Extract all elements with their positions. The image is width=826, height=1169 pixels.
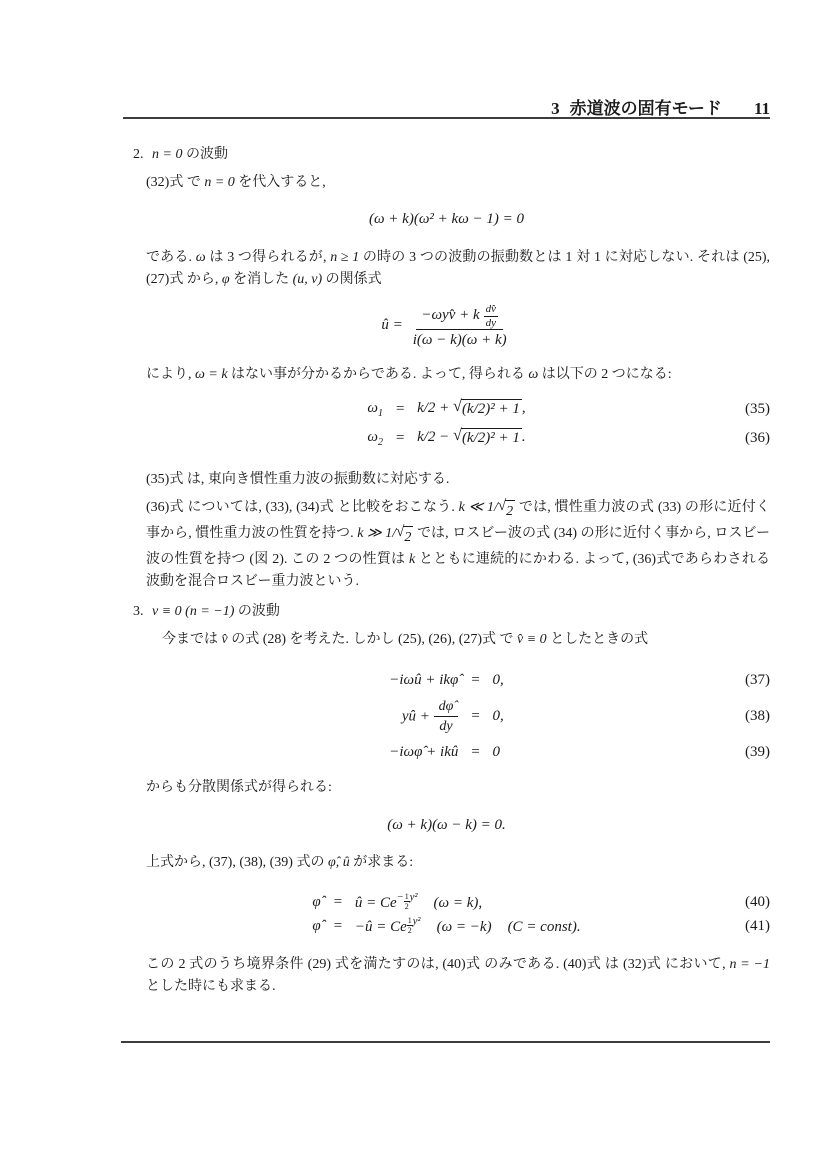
text-run: (32)式 で: [146, 175, 205, 190]
equation-number-36: (36): [745, 429, 770, 446]
exponent-numerator: 1: [404, 892, 409, 901]
math-run: φ̂, û: [327, 855, 350, 870]
inner-denominator: dy: [485, 316, 497, 329]
paragraph-boundary-condition: [146, 954, 770, 998]
exponent-sign: −: [396, 892, 404, 903]
text-run: の波動: [234, 604, 280, 619]
equation-text: (ω + k)(ω² + kω − 1) = 0: [368, 211, 525, 227]
item-2-heading: [133, 144, 770, 166]
rhs-punct: ,: [521, 400, 526, 417]
text-run: はない事が分かるからである. よって, 得られる: [227, 367, 529, 382]
item-2-number: 2.: [133, 147, 144, 162]
eq41-lhs: φ̂: [312, 917, 321, 934]
eq38-lhs: [402, 698, 459, 736]
text-run: は以下の 2 つになる:: [538, 367, 672, 382]
paragraph-substitute-n0: [146, 172, 770, 194]
text-run: の式 (28) を考えた. しかし (25), (26), (27)式 で: [227, 632, 518, 647]
math-run: n = −1: [729, 957, 770, 972]
equation-dispersion-n0: [123, 210, 770, 230]
paragraph-omega-two: [146, 364, 770, 386]
math-run: (u, v): [292, 272, 323, 287]
exponent: [396, 892, 418, 912]
rhs-text: −û = Ce: [354, 918, 407, 935]
rhs-text: k/2 +: [417, 400, 454, 417]
equation-number-41: (41): [745, 917, 770, 934]
math-run: [396, 526, 413, 549]
numerator-text: −ωyv̂ + k: [421, 306, 480, 323]
subscript: 1: [377, 408, 383, 419]
math-run: n = 0: [152, 147, 183, 162]
text-column: [123, 0, 770, 1169]
exponent-variable: y²: [412, 915, 421, 927]
text-run: からも分散関係式が得られる:: [146, 780, 332, 795]
eq35-lhs: [367, 399, 383, 420]
eq39-rhs: 0: [492, 743, 500, 760]
text-run: とした時にも求まる.: [146, 979, 276, 994]
radicand: (k/2)² + 1: [461, 428, 522, 449]
eq37-lhs: −iωû + ikφ̂: [389, 672, 459, 688]
radical-sign: √: [453, 426, 462, 445]
text-run: により,: [146, 367, 195, 382]
math-run: v̂ ≡ 0: [517, 632, 547, 647]
radical-sign: √: [396, 524, 405, 541]
equation-u-relation: [123, 302, 770, 350]
equation-number-38: (38): [745, 707, 770, 724]
math-run: k ≫ 1/: [357, 526, 397, 541]
equation-dispersion-v0: [123, 816, 770, 836]
eq38-relation: =: [470, 707, 481, 724]
text-run: を代入すると,: [234, 175, 326, 190]
paragraph-three-roots: [146, 247, 770, 291]
text-run: (36)式 については, (33), (34)式 と比較をおこなう.: [146, 500, 459, 515]
math-run: v̂: [221, 632, 228, 647]
rhs-text: û = Ce: [354, 895, 397, 911]
lhs-text: yû +: [401, 707, 434, 724]
condition-2: (C = const).: [507, 918, 581, 935]
text-run: この 2 式のうち境界条件 (29) 式を満たすのは, (40)式 のみである. (40)式 は (32)式 において,: [146, 957, 730, 972]
eq40-lhs: φ̂: [312, 894, 321, 910]
math-run: φ: [221, 272, 230, 287]
header-page-number: 11: [753, 99, 770, 118]
equation-number-40: (40): [745, 894, 770, 910]
item-3-heading: [133, 601, 770, 623]
radicand: 2: [505, 500, 515, 523]
header-section-number: 3: [551, 99, 560, 118]
eqnarray-omega-roots: [123, 399, 770, 449]
exponent-denominator: 2: [407, 925, 412, 935]
equation-number-35: (35): [745, 400, 770, 417]
footer-rule: [121, 1041, 770, 1043]
eq41-relation: =: [332, 917, 343, 934]
eq37-rhs: 0,: [492, 672, 504, 688]
eq36-rhs: [417, 428, 526, 449]
math-run: ω: [528, 367, 539, 382]
rhs-punct: .: [521, 429, 526, 446]
math-run: k: [409, 552, 416, 567]
exponent-variable: y²: [409, 892, 418, 903]
eqnarray-kelvin-solutions: [123, 892, 770, 937]
text-run: の時の 3 つの波動の振動数とは 1 対 1 に対応しない. それは (25), (27)式 から,: [146, 250, 771, 287]
eq38-rhs: 0,: [492, 707, 504, 724]
text-run: を消した: [229, 272, 293, 287]
fraction: [434, 698, 459, 736]
math-run: ω: [195, 250, 206, 265]
eq35-rhs: [417, 399, 526, 420]
radicand: 2: [403, 526, 413, 549]
radicand: (k/2)² + 1: [461, 399, 522, 420]
text-run: の波動: [182, 147, 228, 162]
equation-number-37: (37): [745, 672, 770, 688]
radical: [453, 399, 522, 420]
radical-sign: √: [453, 397, 462, 416]
equation-lhs: û =: [381, 317, 403, 334]
eq40-relation: =: [332, 894, 343, 910]
eq39-relation: =: [470, 743, 481, 760]
exponent-denominator: 2: [404, 902, 409, 912]
text-run: 上式から, (37), (38), (39) 式の: [146, 855, 328, 870]
inner-fraction: [484, 303, 498, 329]
text-run: である.: [146, 250, 196, 265]
text-run: は 3 つ得られるが,: [205, 250, 331, 265]
fraction: [408, 302, 512, 350]
rhs-text: k/2 −: [417, 429, 454, 446]
eq40-rhs: [355, 892, 482, 914]
paragraph-v-zero: [146, 629, 770, 651]
item-3-number: 3.: [133, 604, 144, 619]
text-run: では, 慣性重力波の式 (33) の形に近付く事から, 慣性重力波の性質を持つ.: [146, 500, 770, 541]
eq39-lhs: −iωφ̂ + ikû: [389, 743, 459, 760]
equation-text: (ω + k)(ω − k) = 0.: [387, 817, 506, 833]
eq37-relation: =: [470, 672, 481, 688]
omega-symbol: ω: [367, 400, 378, 416]
text-run: としたときの式: [546, 632, 649, 647]
text-run: の関係式: [322, 272, 382, 287]
eqnarray-v-zero-system: [123, 671, 770, 762]
item-3-title: [152, 604, 280, 619]
text-run: が求まる:: [349, 855, 414, 870]
eq35-relation: =: [394, 400, 406, 417]
paragraph-eq35-note: [146, 469, 770, 491]
header-section-title: 赤道波の固有モード: [569, 99, 722, 118]
math-run: v ≡ 0 (n = −1): [152, 604, 235, 619]
text-run: 今までは: [162, 632, 222, 647]
radical-sign: √: [497, 498, 507, 515]
condition: (ω = k),: [433, 895, 483, 911]
eq36-relation: =: [394, 429, 406, 446]
math-run: [498, 500, 515, 523]
math-run: n = 0: [204, 175, 235, 190]
math-run: k ≪ 1/: [458, 500, 498, 515]
denominator: dy: [439, 719, 453, 734]
text-run: では, ロスビー波の式 (34) の形に近付く事から, ロスビー波の性質を持つ (図 2). この 2 つの性質は: [146, 526, 771, 567]
subscript: 2: [377, 437, 383, 448]
paragraph-mixed-rossby: [146, 497, 770, 593]
numerator: dφ̂: [434, 698, 459, 718]
eq41-rhs: [355, 916, 581, 938]
eq36-lhs: [367, 428, 383, 449]
math-run: ω = k: [195, 367, 228, 382]
text-run: (35)式 は, 東向き慣性重力波の振動数に対応する.: [146, 472, 450, 487]
paragraph-dispersion-also: [146, 777, 770, 799]
item-2-title: [152, 147, 228, 162]
paragraph-solve-phi-u: [146, 852, 770, 874]
condition: (ω = −k): [436, 918, 492, 935]
equation-number-39: (39): [745, 743, 770, 760]
radical: [453, 428, 522, 449]
omega-symbol: ω: [367, 429, 378, 445]
text-run: とともに連続的にかわる. よって, (36)式であらわされる波動を混合ロスビー重力波という.: [146, 552, 770, 589]
math-run: n ≥ 1: [330, 250, 360, 265]
inner-numerator: dv̂: [485, 303, 497, 315]
exponent-numerator: 1: [407, 915, 412, 925]
denominator-text: i(ω − k)(ω + k): [412, 332, 507, 349]
exponent: [407, 915, 421, 935]
